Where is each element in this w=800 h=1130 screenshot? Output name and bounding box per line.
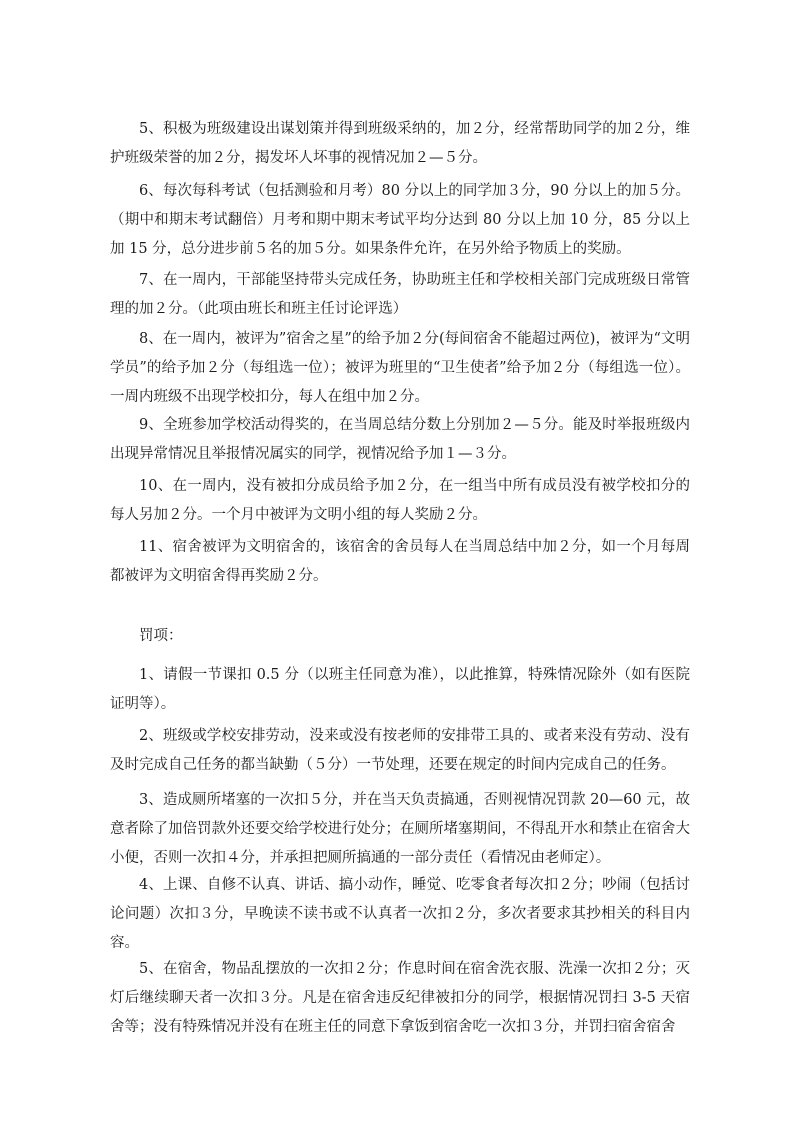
reward-item-8: 8、在一周内，被评为”宿舍之星”的给予加２分(每间宿舍不能超过两位)，被评为“文明学员”的给予加２分（每组选一位）；被评为班里的“卫生使者”给予加２分（每组选一位）。一周内班级不出现学校扣分，每人在组中加２分。 [110,331,690,405]
penalty-item-4: 4、上课、自修不认真、讲话、搞小动作，睡觉、吃零食者每次扣２分；吵闹（包括讨论问题）次扣３分，早晚读不读书或不认真者一次扣２分，多次者要求其抄相关的科目内容。 [110,877,690,951]
penalty-heading: 罚项： [139,628,183,644]
penalty-item-1: 1、请假一节课扣 0.5 分（以班主任同意为准），以此推算，特殊情况除外（如有医院证明等）。 [110,667,690,712]
reward-item-11: 11、宿舍被评为文明宿舍的，该宿舍的舍员每人在当周总结中加２分，如一个月每周都被评为文明宿舍得再奖励２分。 [110,539,690,584]
penalty-item-5: 5、在宿舍，物品乱摆放的一次扣２分；作息时间在宿舍洗衣服、洗澡一次扣２分；灭灯后继续聊天者一次扣３分。凡是在宿舍违反纪律被扣分的同学，根据情况罚扫 3-5 天宿舍等；没有特殊情况并没有在班主任的同意下拿饭到宿舍吃一次扣３分，并罚扫宿舍宿舍 [110,961,690,1035]
reward-item-10: 10、在一周内，没有被扣分成员给予加２分，在一组当中所有成员没有被学校扣分的每人另加２分。一个月中被评为文明小组的每人奖励２分。 [110,478,690,523]
reward-item-9: 9、全班参加学校活动得奖的，在当周总结分数上分别加２—５分。能及时举报班级内出现异常情况且举报情况属实的同学，视情况给予加１—３分。 [110,417,690,462]
penalty-item-2: 2、班级或学校安排劳动，没来或没有按老师的安排带工具的、或者来没有劳动、没有及时完成自己任务的都当缺勤（５分）一节处理，还要在规定的时间内完成自己的任务。 [110,728,690,773]
reward-item-5: 5、积极为班级建设出谋划策并得到班级采纳的，加２分，经常帮助同学的加２分，维护班级荣誉的加２分，揭发坏人坏事的视情况加２—５分。 [110,121,690,166]
reward-item-6: 6、每次每科考试（包括测验和月考）80 分以上的同学加３分，90 分以上的加５分。（期中和期末考试翻倍）月考和期中期末考试平均分达到 80 分以上加 10 分，85 分以上加 15 分，总分进步前５名的加５分。如果条件允许，在另外给予物质上的奖励。 [110,183,690,257]
reward-item-7: 7、在一周内，干部能坚持带头完成任务，协助班主任和学校相关部门完成班级日常管理的加２分。（此项由班长和班主任讨论评选） [110,272,690,317]
penalty-item-3: 3、造成厕所堵塞的一次扣５分，并在当天负责搞通，否则视情况罚款 20—60 元，故意者除了加倍罚款外还要交给学校进行处分；在厕所堵塞期间，不得乱开水和禁止在宿舍大小便，否则一次扣４分，并承担把厕所搞通的一部分责任（看情况由老师定）。 [110,792,690,866]
